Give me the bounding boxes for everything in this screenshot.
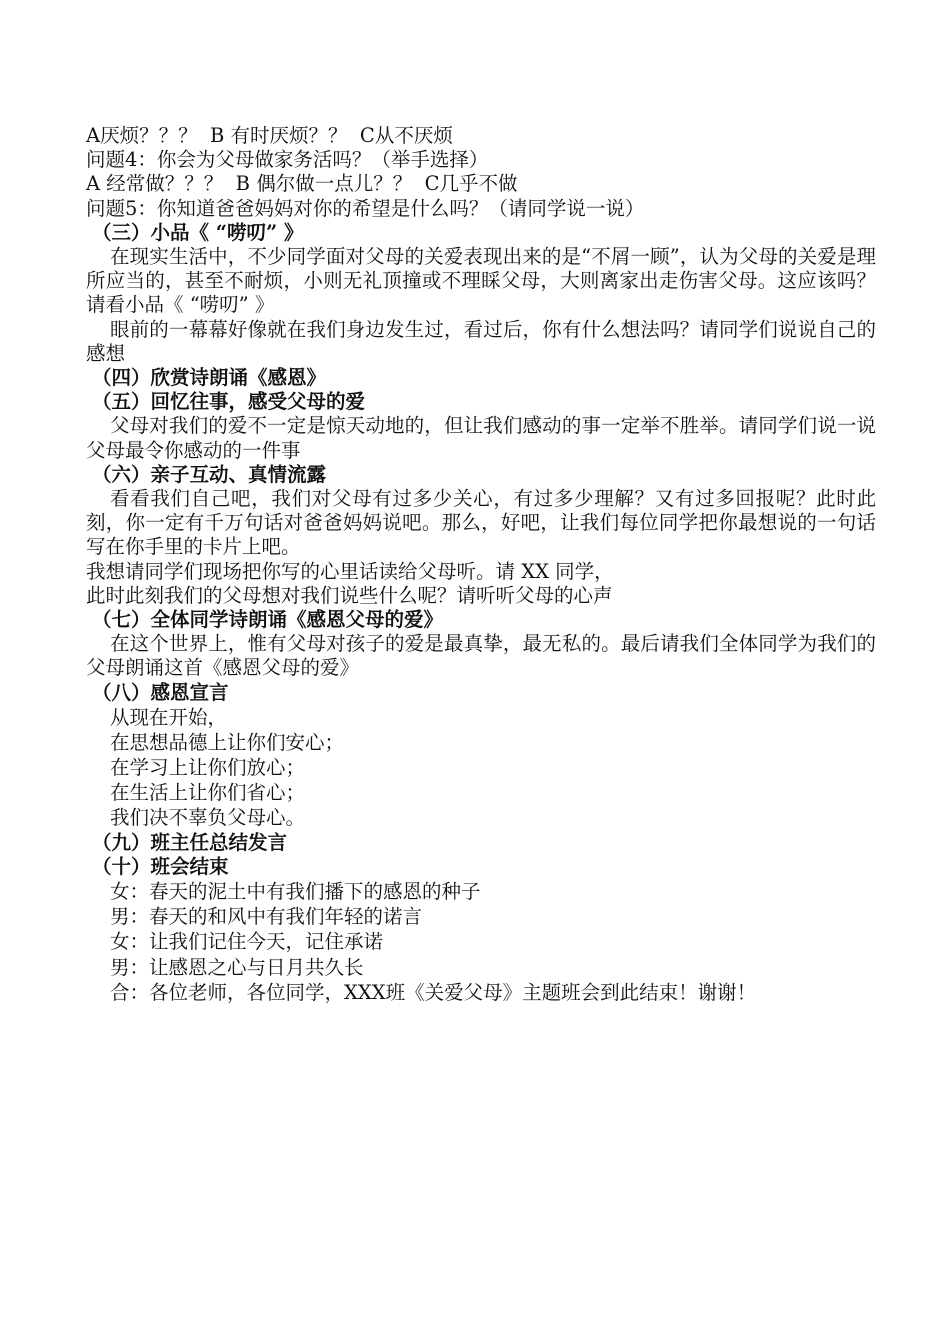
pledge-line: 我们决不辜负父母心。 xyxy=(110,806,306,830)
closing-line: 女：让我们记住今天，记住承诺 xyxy=(110,930,384,954)
closing-line: 男：春天的和风中有我们年轻的诺言 xyxy=(110,905,423,929)
q3-options: A厌烦？？？ B 有时厌烦？？ C从不厌烦 xyxy=(86,124,453,147)
closing-line: 女：春天的泥土中有我们播下的感恩的种子 xyxy=(110,880,481,903)
question-5: 问题5：你知道爸爸妈妈对你的希望是什么吗？（请同学说一说） xyxy=(86,196,645,220)
section-3-paragraph-1: 在现实生活中，不少同学面对父母的关爱表现出来的是“不屑一顾”，认为父母的关爱是理所应当的，甚至不耐烦，小则无礼顶撞或不理睬父母，大则离家出走伤害父母。这应该吗？请看小品《 “唠叨” 》 xyxy=(86,244,876,317)
section-6-paragraph: 看看我们自己吧，我们对父母有过多少关心，有过多少理解？又有过多回报呢？此时此刻，你一定有千万句话对爸爸妈妈说吧。那么，好吧，让我们每位同学把你最想说的一句话写在你手里的卡片上吧。 xyxy=(86,486,876,559)
pledge-line: 从现在开始， xyxy=(110,705,228,729)
section-6-line-1: 我想请同学们现场把你写的心里话读给父母听。请 XX 同学， xyxy=(86,559,614,583)
section-9-heading: （九）班主任总结发言 xyxy=(92,830,288,854)
section-5-paragraph: 父母对我们的爱不一定是惊天动地的，但让我们感动的事一定举不胜举。请同学们说一说父母最令你感动的一件事 xyxy=(86,414,876,462)
q4-options: A 经常做？？？ B 偶尔做一点儿？？ C几乎不做 xyxy=(86,172,518,196)
pledge-line: 在生活上让你们省心； xyxy=(110,781,306,805)
closing-line: 合：各位老师，各位同学，XXX班《关爱父母》主题班会到此结束！谢谢！ xyxy=(110,980,757,1004)
closing-line: 男：让感恩之心与日月共久长 xyxy=(110,955,364,979)
section-3-paragraph-2: 眼前的一幕幕好像就在我们身边发生过，看过后，你有什么想法吗？请同学们说说自己的感想 xyxy=(86,317,876,365)
question-4: 问题4：你会为父母做家务活吗？（举手选择） xyxy=(86,148,489,172)
section-5-heading: （五）回忆往事，感受父母的爱 xyxy=(92,390,366,414)
section-7-paragraph: 在这个世界上，惟有父母对孩子的爱是最真挚，最无私的。最后请我们全体同学为我们的父母朗诵这首《感恩父母的爱》 xyxy=(86,632,876,680)
document-page xyxy=(86,124,876,1005)
section-4-heading: （四）欣赏诗朗诵《感恩》 xyxy=(92,365,327,389)
pledge-line: 在学习上让你们放心； xyxy=(110,756,306,780)
section-7-heading: （七）全体同学诗朗诵《感恩父母的爱》 xyxy=(92,607,444,631)
section-10-heading: （十）班会结束 xyxy=(92,854,229,878)
section-6-heading: （六）亲子互动、真情流露 xyxy=(92,462,327,486)
pledge-line: 在思想品德上让你们安心； xyxy=(110,730,345,754)
section-8-heading: （八）感恩宣言 xyxy=(92,680,229,704)
section-3-heading: （三）小品《 “唠叨” 》 xyxy=(92,220,304,244)
section-6-line-2: 此时此刻我们的父母想对我们说些什么呢？请听听父母的心声 xyxy=(86,583,613,607)
